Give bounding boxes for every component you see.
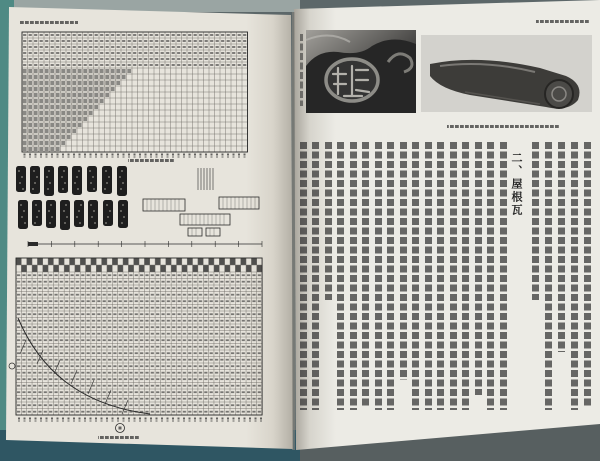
body-text-column [584, 142, 591, 408]
body-text-column [362, 142, 369, 406]
body-text-column [337, 142, 344, 410]
body-text-column [558, 142, 565, 352]
body-text-column [437, 142, 444, 410]
body-text-column [387, 142, 394, 410]
body-text-column [400, 142, 407, 380]
body-text-column [412, 142, 419, 410]
body-text-column [312, 142, 319, 410]
photo-caption-vertical-text [300, 34, 303, 106]
body-text-column [425, 142, 432, 410]
body-text-column [571, 142, 578, 410]
body-text-column [500, 142, 507, 410]
body-text-column [325, 142, 332, 300]
body-text-column [375, 142, 382, 410]
body-text-column [350, 142, 357, 410]
body-text-column [462, 142, 469, 410]
body-text-column [475, 142, 482, 395]
body-text-column [532, 142, 539, 300]
section-heading: 二、屋根瓦 [510, 152, 523, 217]
body-text-column [300, 142, 307, 410]
body-text-column [487, 142, 494, 410]
body-text-column [545, 142, 552, 410]
body-text-column [450, 142, 457, 410]
